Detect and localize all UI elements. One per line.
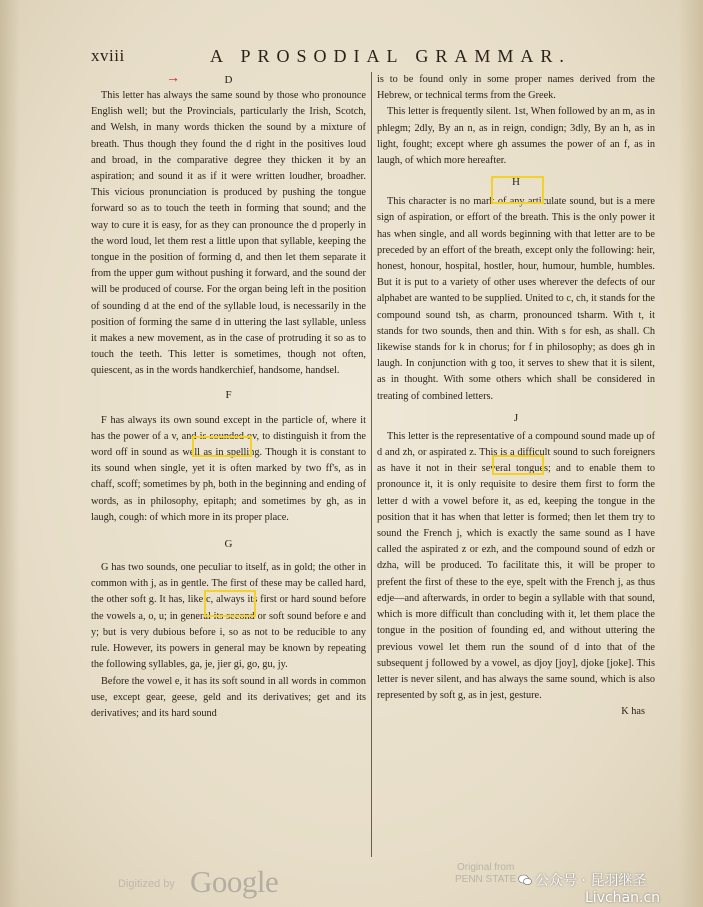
watermark-url: Livchan.cn <box>585 890 661 906</box>
highlight-box-h <box>491 176 544 204</box>
page-edge-shadow-left <box>0 0 20 907</box>
paragraph-f: F has always its own sound except in the particle of, where it has the power of a v, and is sounded ov, to distinguish it from the word off in sound as well as in spelling. Though it is constant to its sound when single, yet it is often marked by two ff's, as in chaff, scoff; sometimes by ph, both in the beginning and ending of words, as in philosophy, epitaph; and sometimes by gh, as in laugh, cough: of which more in its proper place. <box>91 414 366 523</box>
section-heading-d: D <box>224 74 233 86</box>
page-footer <box>0 862 703 907</box>
paragraph-g-continued: is to be found only in some proper names derived from the Hebrew, or technical terms from the Greek. <box>377 74 655 102</box>
page-edge-shadow-right <box>679 0 703 907</box>
highlight-box-f <box>192 436 252 457</box>
digitized-by-label: Digitized by <box>118 878 175 890</box>
paragraph-g-1: G has two sounds, one peculiar to itself, as in gold; the other in common with j, as in gentle. The first of these may be called hard, the other soft g. It has, like c, always its first or hard sound before the vowels a, o, u; in general its second or soft sound before e and y; but is very dubious before i, so as not to be reducible to any rule. However, its powers in general may be known by repeating the following syllables, ga, je, jier gi, go, gu, jy. <box>91 562 366 671</box>
highlight-box-g <box>204 590 256 617</box>
google-logo: Google <box>190 864 279 899</box>
wechat-watermark: 公众号 · 昆羽继圣 <box>518 870 646 890</box>
right-column <box>377 72 655 721</box>
paragraph-g-silent: This letter is frequently silent. 1st, When followed by an m, as in phlegm; 2dly, By an n, as in reign, condign; 3dly, By an h, as in light, fought; except where gh assumes the power of an f, as in laugh, of which more hereafter. <box>377 106 655 167</box>
section-heading-f: F <box>225 388 232 401</box>
catchword: K has <box>621 706 645 718</box>
wechat-icon <box>518 874 532 886</box>
section-heading-h: H <box>512 176 520 189</box>
highlight-box-j <box>492 455 544 475</box>
paragraph-d: This letter has always the same sound by those who pronounce English well; but the Provincials, particularly the Irish, Scotch, and Welsh, in many words thicken the sound by a mixture of breath. Thus though they found the d right in the positives loud and broad, in the comparative degree they thicken it by an aspiration; and sound it as if it were written loudher, broadher. This vicious pronunciation is produced by pushing the tongue forward so as to touch the teeth in forming that sound; and the way to cure it is easy, for as they can pronounce the d properly in the word loud, let them rest a little upon that syllable, keeping the tongue in the position of forming d, and then let them separate it from the upper gum without pushing it forward, and the sound der will be produced of course. For the organ being left in the position of sounding d at the end of the syllable loud, is necessarily in the position of forming the same d in uttering the last syllable, unless it makes a new movement, as in the case of protruding it so as to touch the teeth. This letter is sometimes, though not often, quiescent, as in the words handkerchief, handsome, handsel. <box>91 90 366 377</box>
section-heading-j: J <box>513 411 519 424</box>
right-arrow-icon: → <box>166 71 180 86</box>
left-column <box>91 72 366 722</box>
page-header <box>0 46 703 70</box>
paragraph-g-2: Before the vowel e, it has its soft sound in all words in common use, except gear, geese, geld and its derivatives; get and its derivatives; and its hard sound <box>91 675 366 719</box>
paragraph-h: This character is no mark of any articulate sound, but is a mere sign of aspiration, or effort of the breath. This is the only power it has when single, and all words beginning with that letter are to be preceded by an effort of the breath, except only the following: heir, honest, honour, hospital, hostler, hour, humour, humble, humbles. But it is put to a variety of other uses wherever the defects of our alphabet are wanted to be supplied. United to c, ch, it stands for the compound sound tsh, as charm, pronounced tsharm. With t, it stands for two sounds, then and thin. With s for esh, as shall. Ch likewise stands for k in chorus; for f in philosophy; as does gh in laugh. In conjunction with g too, it serves to shew that it is silent, as in thought. With some others which shall be considered in treating of combined letters. <box>377 196 655 402</box>
paragraph-j: This letter is the representative of a compound sound made up of d and zh, or aspirated z. This is a difficult sound to such foreigners as have it not in their several tongues; and to enable them to pronounce it, it is only requisite to desire them first to form the letter d with a vowel before it, as ed, keeping the tongue in the position that it has when that letter is formed; then let them try to sound the French j, which is exactly the same sound as I have called the aspirated z or ezh, and the compound sound of edzh or dzha, will be produced. To facilitate this, it will be proper to prefent the first of these to the eye, spelt with the French j, as thus edje—and afterwards, in order to begin a syllable with that sound, which is more difficult than concluding with it, let them place the tongue in the position of founding ed, and without uttering the previous vowel let them run the sound of d into that of the subsequent j followed by a vowel, as djoy [joy], djoke [joke]. This letter is never silent, and has always the same sound, which is also represented by soft g, as in jest, gesture. <box>377 430 655 702</box>
section-heading-g: G <box>224 538 233 551</box>
page-number: xviii <box>91 46 125 65</box>
column-divider <box>371 72 372 857</box>
original-from-label: Original from PENN STATE <box>455 862 517 885</box>
running-title: A PROSODIAL GRAMMAR. <box>210 46 571 66</box>
